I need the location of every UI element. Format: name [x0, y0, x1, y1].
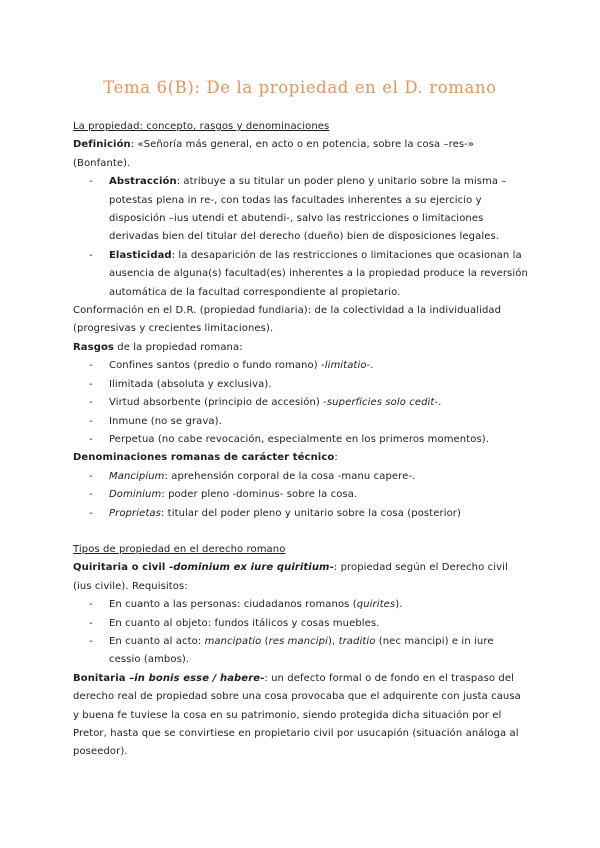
document-body	[73, 118, 528, 762]
bonitaria-label-after: -	[260, 672, 265, 684]
item-italic: Proprietas	[109, 507, 161, 519]
bullet-dash: -	[89, 599, 93, 611]
quiritaria-label-after: -	[329, 562, 334, 574]
item-italic: Dominium	[109, 489, 162, 501]
rasgos-list	[73, 357, 528, 449]
bullet-dash: -	[89, 360, 93, 372]
list-item	[73, 615, 528, 633]
bullet-text: : atribuye a su titular un poder pleno y unitario sobre la misma –potestas plena in re-, con todas las facultades inherentes a su ejercicio y disposición –ius utendi et abutendi-, salvo las restricciones o limitaciones derivadas bien del titular del derecho (dueño) bien de disposiciones legales.	[109, 176, 507, 243]
item-italic: traditio	[338, 635, 376, 647]
definicion-paragraph	[73, 136, 528, 173]
definicion-text: : «Señoría más general, en acto o en potencia, sobre la cosa –res-» (Bonfante).	[73, 139, 475, 169]
quiritaria-label-italic: dominium ex iure quiritium	[173, 562, 330, 574]
section-heading-tipos: Tipos de propiedad en el derecho romano	[73, 543, 286, 555]
list-item	[73, 173, 528, 247]
denominaciones-label: Denominaciones romanas de carácter técnico	[73, 452, 335, 464]
item-text: Perpetua (no cabe revocación, especialmente en los primeros momentos).	[109, 433, 490, 445]
bullet-dash: -	[89, 415, 93, 427]
item-text: Confines santos (predio o fundo romano) -	[109, 360, 325, 372]
item-text: ).	[395, 599, 403, 611]
item-text: ),	[328, 635, 339, 647]
bullet-dash: -	[89, 378, 93, 390]
bullet-dash: -	[89, 507, 93, 519]
list-item	[73, 505, 528, 523]
rasgos-label: Rasgos	[73, 341, 114, 353]
bonitaria-paragraph	[73, 670, 528, 762]
item-text: (nec mancipi) e in iure cessio (ambos).	[109, 635, 494, 666]
list-item	[73, 486, 528, 504]
item-text: En cuanto al objeto: fundos itálicos y cosas muebles.	[109, 617, 380, 629]
item-italic: mancipatio	[204, 635, 262, 647]
bullet-dash: -	[89, 176, 93, 188]
bullet-dash: -	[89, 489, 93, 501]
bullet-dash: -	[89, 433, 93, 445]
item-italic: limitatio	[324, 360, 367, 372]
definicion-bullets	[73, 173, 528, 302]
bullet-dash: -	[89, 470, 93, 482]
item-text: : aprehensión corporal de la cosa -manu capere-.	[164, 470, 416, 482]
item-text: Ilimitada (absoluta y exclusiva).	[109, 378, 272, 390]
item-text: : poder pleno -dominus- sobre la cosa.	[161, 489, 358, 501]
denominaciones-paragraph	[73, 449, 528, 467]
item-italic: superficies solo cedit	[326, 397, 435, 409]
bonitaria-label-italic: in bonis esse / habere	[134, 672, 261, 684]
section-spacer	[73, 523, 528, 541]
bonitaria-label: Bonitaria –	[73, 672, 135, 684]
item-text: En cuanto a las personas: ciudadanos romanos (	[109, 599, 357, 611]
bullet-label: Abstracción	[109, 176, 177, 188]
list-item	[73, 247, 528, 302]
quiritaria-text: : propiedad según el Derecho civil (ius civile). Requisitos:	[73, 562, 508, 592]
bullet-dash: -	[89, 249, 93, 261]
list-item	[73, 468, 528, 486]
page-title: Tema 6(B): De la propiedad en el D. romano	[103, 78, 497, 97]
bullet-dash: -	[89, 617, 93, 629]
item-italic: Mancipium	[109, 470, 165, 482]
list-item	[73, 413, 528, 431]
quiritaria-label: Quiritaria o civil -	[73, 562, 174, 574]
section-heading-propiedad: La propiedad: concepto, rasgos y denominaciones	[73, 121, 330, 132]
quiritaria-list	[73, 596, 528, 670]
bonitaria-text: : un defecto formal o de fondo en el traspaso del derecho real de propiedad sobre una cosa provocaba que el adquirente con justa causa y buena fe tuviese la cosa en su patrimonio, siendo protegida dicha situación por el Pretor, hasta que se convirtiese en propietario civil por usucapión (situación análoga al poseedor).	[73, 672, 521, 758]
item-after: -.	[434, 397, 442, 409]
item-text: En cuanto al acto:	[109, 635, 205, 647]
list-item	[73, 633, 528, 670]
item-italic: res mancipi	[268, 635, 328, 647]
item-italic: quirites	[356, 599, 396, 611]
denominaciones-text: :	[334, 452, 338, 464]
bullet-dash: -	[89, 397, 93, 409]
rasgos-text: de la propiedad romana:	[113, 341, 243, 353]
item-text: (	[261, 635, 269, 647]
conformacion-paragraph: Conformación en el D.R. (propiedad fundiaria): de la colectividad a la individualidad (progresivas y crecientes limitaciones).	[73, 305, 502, 335]
rasgos-paragraph	[73, 339, 528, 357]
bullet-text: : la desaparición de las restricciones o limitaciones que ocasionan la ausencia de alguna(s) facultad(es) inherentes a la propiedad produce la reversión automática de la facultad correspondiente al propietario.	[109, 249, 528, 298]
item-text: : titular del poder pleno y unitario sobre la cosa (posterior)	[160, 507, 462, 519]
list-item	[73, 394, 528, 412]
quiritaria-paragraph	[73, 559, 528, 596]
item-text: Inmune (no se grava).	[109, 415, 222, 427]
denominaciones-list	[73, 468, 528, 523]
item-text: Virtud absorbente (principio de accesión) -	[109, 397, 327, 409]
bullet-label: Elasticidad	[109, 249, 172, 261]
definicion-label: Definición	[73, 139, 131, 151]
bullet-dash: -	[89, 635, 93, 647]
list-item	[73, 357, 528, 375]
list-item	[73, 596, 528, 614]
item-after: -.	[366, 360, 374, 372]
list-item	[73, 431, 528, 449]
list-item	[73, 376, 528, 394]
